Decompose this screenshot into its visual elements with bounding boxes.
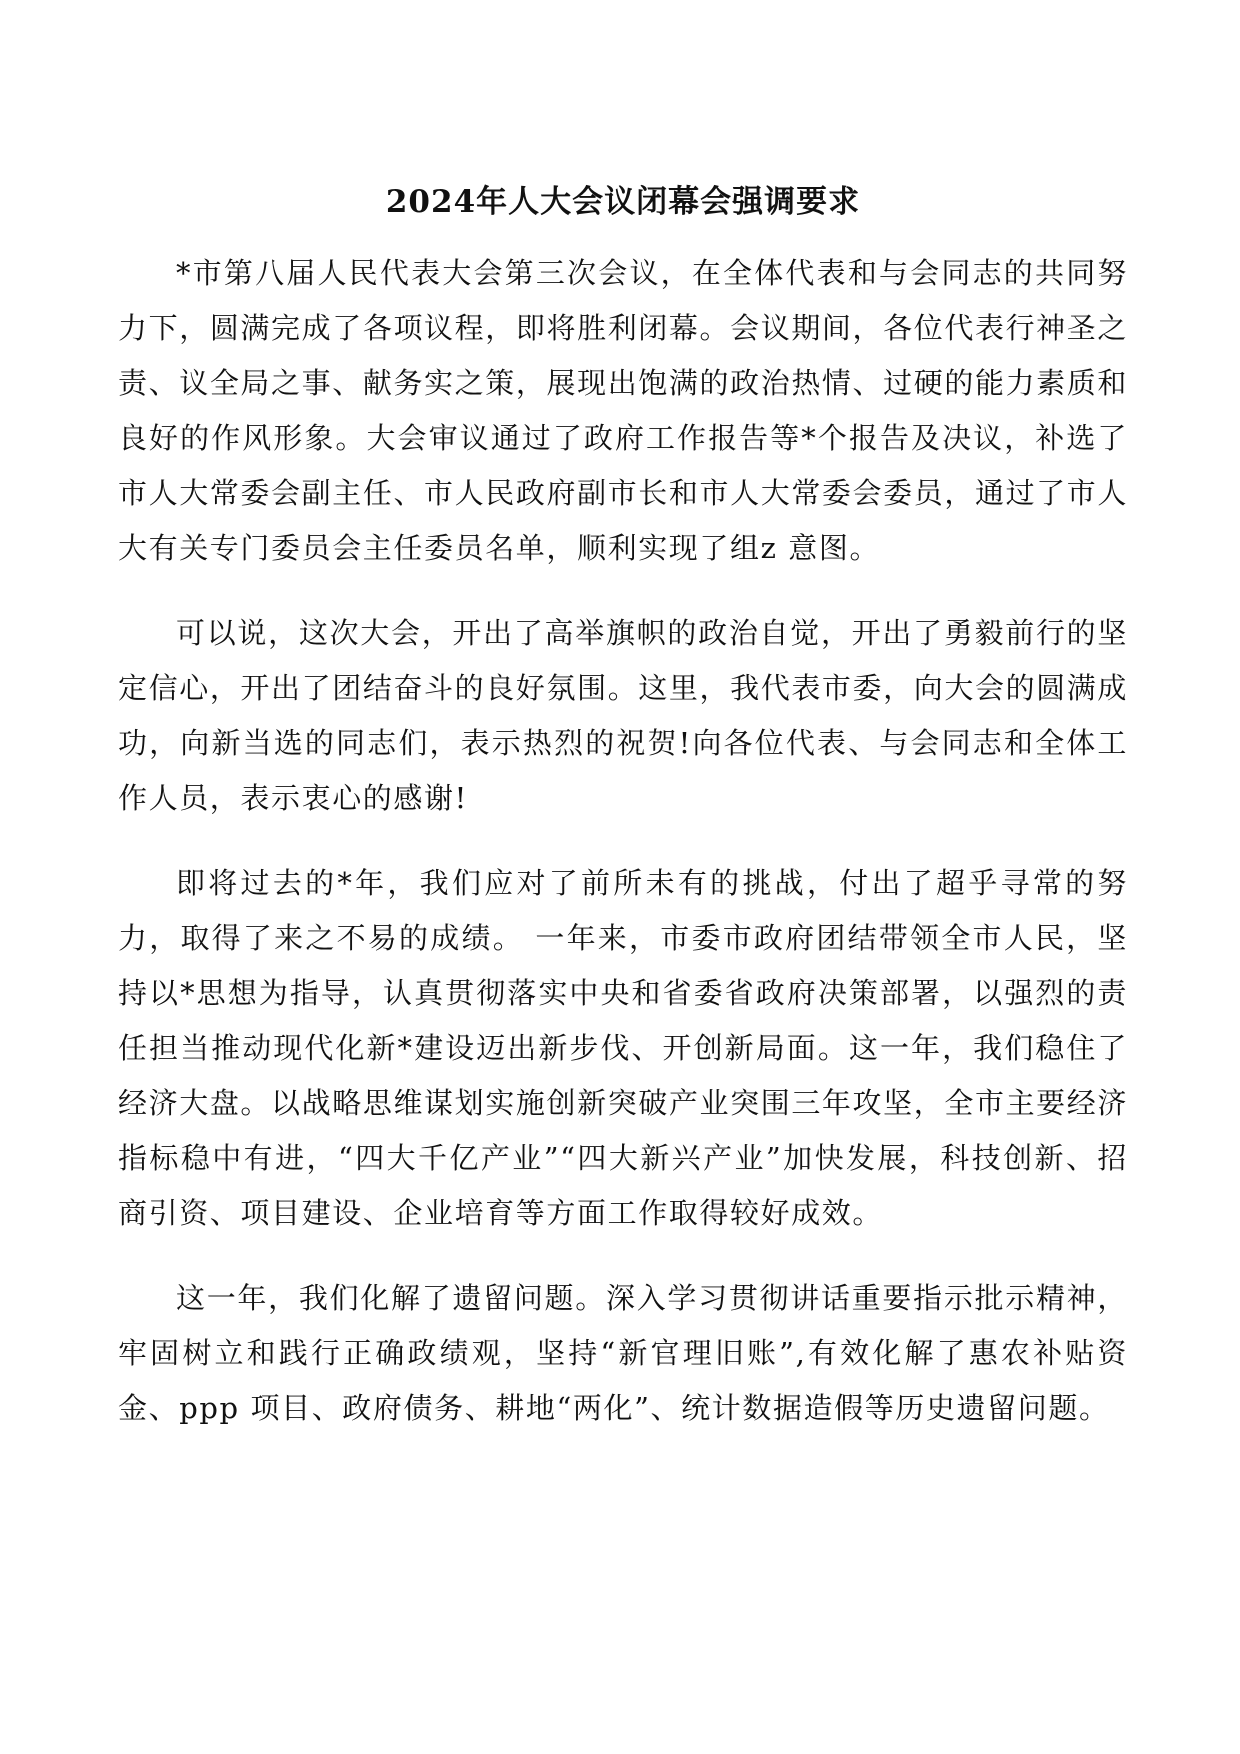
paragraph-1: *市第八届人民代表大会第三次会议，在全体代表和与会同志的共同努力下，圆满完成了各项议程，即将胜利闭幕。会议期间，各位代表行神圣之责、议全局之事、献务实之策，展现出饱满的政治热情、过硬的能力素质和良好的作风形象。大会审议通过了政府工作报告等*个报告及决议，补选了市人大常委会副主任、市人民政府副市长和市人大常委会委员，通过了市人大有关专门委员会主任委员名单，顺利实现了组z 意图。 bbox=[118, 256, 1128, 565]
paragraph-2: 可以说，这次大会，开出了高举旗帜的政治自觉，开出了勇毅前行的坚定信心，开出了团结奋斗的良好氛围。这里，我代表市委，向大会的圆满成功，向新当选的同志们，表示热烈的祝贺!向各位代表、与会同志和全体工作人员，表示衷心的感谢! bbox=[118, 616, 1128, 815]
document-title: 2024年人大会议闭幕会强调要求 bbox=[385, 184, 861, 220]
paragraph-3: 即将过去的*年，我们应对了前所未有的挑战，付出了超乎寻常的努力，取得了来之不易的成绩。 一年来，市委市政府团结带领全市人民，坚持以*思想为指导，认真贯彻落实中央和省委省政府决策部署，以强烈的责任担当推动现代化新*建设迈出新步伐、开创新局面。这一年，我们稳住了经济大盘。以战略思维谋划实施创新突破产业突围三年攻坚，全市主要经济指标稳中有进，“四大千亿产业”“四大新兴产业”加快发展，科技创新、招商引资、项目建设、企业培育等方面工作取得较好成效。 bbox=[118, 866, 1128, 1230]
paragraph-4: 这一年，我们化解了遗留问题。深入学习贯彻讲话重要指示批示精神，牢固树立和践行正确政绩观，坚持“新官理旧账”,有效化解了惠农补贴资金、ppp 项目、政府债务、耕地“两化”、统计数据造假等历史遗留问题。 bbox=[118, 1281, 1128, 1425]
